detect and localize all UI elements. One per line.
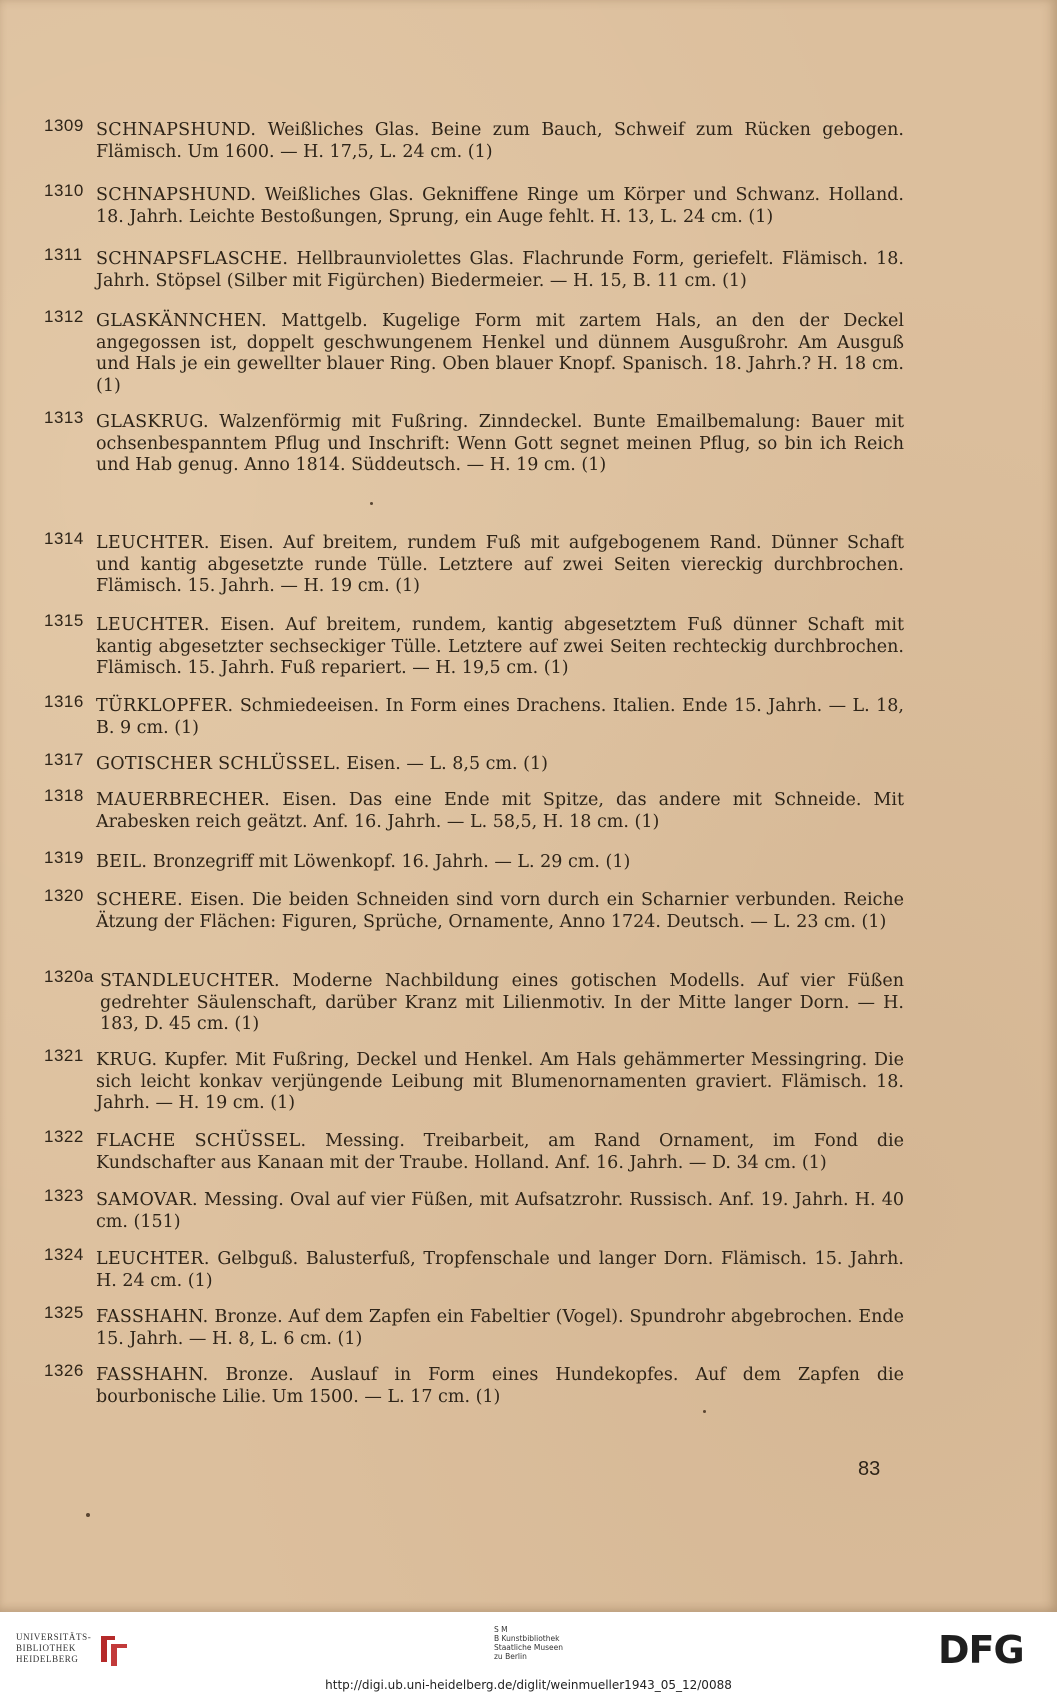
lot-number: 1312 bbox=[44, 307, 84, 326]
catalog-entry-1313 bbox=[44, 408, 904, 477]
lot-description: Schmiedeeisen. In Form eines Drachens. Italien. Ende 15. Jahrh. — L. 18, B. 9 cm. (1) bbox=[96, 696, 904, 738]
digitization-footer bbox=[0, 1612, 1057, 1694]
lot-number: 1323 bbox=[44, 1186, 84, 1205]
catalog-entry-1325 bbox=[44, 1303, 904, 1350]
page-number: 83 bbox=[858, 1458, 881, 1480]
lot-description: Walzenförmig mit Fußring. Zinndeckel. Bunte Emailbemalung: Bauer mit ochsenbespanntem Pflug und Inschrift: Wenn Gott segnet meinen Pflug, so bin ich Reich und Hab genug. Anno 1814. Süddeutsch. — H. 19 cm. (1) bbox=[96, 412, 904, 475]
lot-number: 1321 bbox=[44, 1046, 84, 1065]
library-name-line1: UNIVERSITÄTS- bbox=[16, 1632, 92, 1642]
lot-number: 1313 bbox=[44, 408, 84, 427]
lot-number: 1325 bbox=[44, 1303, 84, 1322]
catalog-entry-1323 bbox=[44, 1186, 904, 1233]
paper-speck bbox=[370, 502, 373, 505]
catalog-entry-1316 bbox=[44, 692, 904, 739]
library-mark-icon bbox=[97, 1632, 133, 1668]
lot-title: GLASKÄNNCHEN. bbox=[96, 311, 267, 331]
lot-description: Mattgelb. Kugelige Form mit zartem Hals, an den der Deckel angegossen ist, doppelt geschwungenem Henkel und dünnem Ausgußrohr. Am Ausguß und Hals je ein gewellter blauer Ring. Oben blauer Knopf. Spanisch. 18. Jahrh.? H. 18 cm. (1) bbox=[96, 311, 904, 396]
paper-speck bbox=[86, 1513, 90, 1517]
paper-speck bbox=[703, 1410, 706, 1413]
catalog-entry-1324 bbox=[44, 1245, 904, 1292]
library-name-line3: HEIDELBERG bbox=[16, 1654, 79, 1664]
heidelberg-library-logo bbox=[16, 1632, 91, 1665]
lot-number: 1318 bbox=[44, 786, 84, 805]
lot-title: TÜRKLOPFER. bbox=[96, 696, 234, 716]
lot-title: SCHNAPSHUND. bbox=[96, 120, 257, 140]
lot-description: Weißliches Glas. Gekniffene Ringe um Körper und Schwanz. Holland. 18. Jahrh. Leichte Bestoßungen, Sprung, ein Auge fehlt. H. 13, L. 24 cm. (1) bbox=[96, 185, 904, 227]
lot-title: SCHERE. bbox=[96, 890, 184, 910]
lot-description: Eisen. Das eine Ende mit Spitze, das andere mit Schneide. Mit Arabesken reich geätzt. Anf. 16. Jahrh. — L. 58,5, H. 18 cm. (1) bbox=[96, 790, 904, 832]
dfg-logo: DFG bbox=[938, 1628, 1024, 1672]
museum-stamp bbox=[494, 1625, 563, 1661]
stamp-line1: S M bbox=[494, 1625, 508, 1634]
lot-title: GOTISCHER SCHLÜSSEL. bbox=[96, 754, 341, 774]
lot-title: LEUCHTER. bbox=[96, 1249, 210, 1269]
lot-number: 1324 bbox=[44, 1245, 84, 1264]
catalog-entry-1312 bbox=[44, 307, 904, 397]
library-name-line2: BIBLIOTHEK bbox=[16, 1643, 76, 1653]
catalog-entry-1320 bbox=[44, 886, 904, 933]
stamp-line3: Staatliche Museen bbox=[494, 1643, 563, 1652]
lot-title: LEUCHTER. bbox=[96, 615, 210, 635]
lot-number: 1314 bbox=[44, 529, 84, 548]
lot-title: MAUERBRECHER. bbox=[96, 790, 271, 810]
stamp-line2: B Kunstbibliothek bbox=[494, 1634, 560, 1643]
lot-description: Eisen. — L. 8,5 cm. (1) bbox=[346, 754, 548, 774]
lot-description: Eisen. Die beiden Schneiden sind vorn durch ein Scharnier verbunden. Reiche Ätzung der Flächen: Figuren, Sprüche, Ornamente, Anno 1724. Deutsch. — L. 23 cm. (1) bbox=[96, 890, 904, 932]
lot-description: Weißliches Glas. Beine zum Bauch, Schweif zum Rücken gebogen. Flämisch. Um 1600. — H. 17,5, L. 24 cm. (1) bbox=[96, 120, 904, 162]
stamp-line4: zu Berlin bbox=[494, 1652, 527, 1661]
lot-number: 1319 bbox=[44, 848, 84, 867]
catalog-entry-1322 bbox=[44, 1127, 904, 1174]
lot-title: SAMOVAR. bbox=[96, 1190, 198, 1210]
catalog-entry-1309 bbox=[44, 116, 904, 163]
lot-description: Messing. Treibarbeit, am Rand Ornament, im Fond die Kundschafter aus Kanaan mit der Traube. Holland. Anf. 16. Jahrh. — D. 34 cm. (1) bbox=[96, 1131, 904, 1173]
lot-description: Gelbguß. Balusterfuß, Tropfenschale und langer Dorn. Flämisch. 15. Jahrh. H. 24 cm. (1) bbox=[96, 1249, 904, 1291]
lot-title: STANDLEUCHTER. bbox=[100, 971, 280, 991]
catalog-entry-1321 bbox=[44, 1046, 904, 1115]
lot-number: 1309 bbox=[44, 116, 84, 135]
catalog-entry-1314 bbox=[44, 529, 904, 598]
lot-number: 1315 bbox=[44, 611, 84, 630]
lot-number: 1310 bbox=[44, 181, 84, 200]
lot-title: GLASKRUG. bbox=[96, 412, 209, 432]
lot-number: 1317 bbox=[44, 750, 84, 769]
catalog-entry-1320a bbox=[44, 967, 904, 1036]
lot-number: 1311 bbox=[44, 245, 83, 264]
lot-title: SCHNAPSHUND. bbox=[96, 185, 257, 205]
lot-description: Kupfer. Mit Fußring, Deckel und Henkel. Am Hals gehämmerter Messingring. Die sich leicht konkav verjüngende Leibung mit Blumenornamenten graviert. Flämisch. 18. Jahrh. — H. 19 cm. (1) bbox=[96, 1050, 904, 1113]
catalog-entry-1317 bbox=[44, 750, 904, 776]
catalog-entry-1311 bbox=[44, 245, 904, 292]
lot-description: Moderne Nachbildung eines gotischen Modells. Auf vier Füßen gedrehter Säulenschaft, darüber Kranz mit Lilienmotiv. In der Mitte langer Dorn. — H. 183, D. 45 cm. (1) bbox=[100, 971, 904, 1034]
catalog-entry-1318 bbox=[44, 786, 904, 833]
lot-title: BEIL. bbox=[96, 852, 148, 872]
catalog-entry-1326 bbox=[44, 1361, 904, 1408]
lot-description: Eisen. Auf breitem, rundem Fuß mit aufgebogenem Rand. Dünner Schaft und kantig abgesetzte runde Tülle. Letztere auf zwei Seiten viereckig durchbrochen. Flämisch. 15. Jahrh. — H. 19 cm. (1) bbox=[96, 533, 904, 596]
lot-number: 1322 bbox=[44, 1127, 84, 1146]
source-url[interactable]: http://digi.ub.uni-heidelberg.de/diglit/weinmueller1943_05_12/0088 bbox=[325, 1678, 732, 1692]
lot-title: FASSHAHN. bbox=[96, 1365, 209, 1385]
lot-title: LEUCHTER. bbox=[96, 533, 210, 553]
catalog-entry-1315 bbox=[44, 611, 904, 680]
lot-number: 1316 bbox=[44, 692, 84, 711]
lot-number: 1320 bbox=[44, 886, 84, 905]
lot-number: 1326 bbox=[44, 1361, 84, 1380]
lot-title: KRUG. bbox=[96, 1050, 158, 1070]
lot-number: 1320a bbox=[44, 967, 94, 986]
lot-description: Hellbraunviolettes Glas. Flachrunde Form, geriefelt. Flämisch. 18. Jahrh. Stöpsel (Silber mit Figürchen) Biedermeier. — H. 15, B. 11 cm. (1) bbox=[96, 249, 904, 291]
lot-description: Eisen. Auf breitem, rundem, kantig abgesetztem Fuß dünner Schaft mit kantig abgesetzter sechseckiger Tülle. Letztere auf zwei Seiten rechteckig durchbrochen. Flämisch. 15. Jahrh. Fuß repariert. — H. 19,5 cm. (1) bbox=[96, 615, 904, 678]
lot-description: Bronzegriff mit Löwenkopf. 16. Jahrh. — L. 29 cm. (1) bbox=[152, 852, 631, 872]
lot-title: FASSHAHN. bbox=[96, 1307, 209, 1327]
lot-description: Bronze. Auslauf in Form eines Hundekopfes. Auf dem Zapfen die bourbonische Lilie. Um 1500. — L. 17 cm. (1) bbox=[96, 1365, 904, 1407]
catalog-entry-1310 bbox=[44, 181, 904, 228]
lot-title: FLACHE SCHÜSSEL. bbox=[96, 1131, 307, 1151]
lot-description: Bronze. Auf dem Zapfen ein Fabeltier (Vogel). Spundrohr abgebrochen. Ende 15. Jahrh. — H. 8, L. 6 cm. (1) bbox=[96, 1307, 904, 1349]
lot-description: Messing. Oval auf vier Füßen, mit Aufsatzrohr. Russisch. Anf. 19. Jahrh. H. 40 cm. (151) bbox=[96, 1190, 904, 1232]
catalog-entry-1319 bbox=[44, 848, 904, 874]
lot-title: SCHNAPSFLASCHE. bbox=[96, 249, 289, 269]
